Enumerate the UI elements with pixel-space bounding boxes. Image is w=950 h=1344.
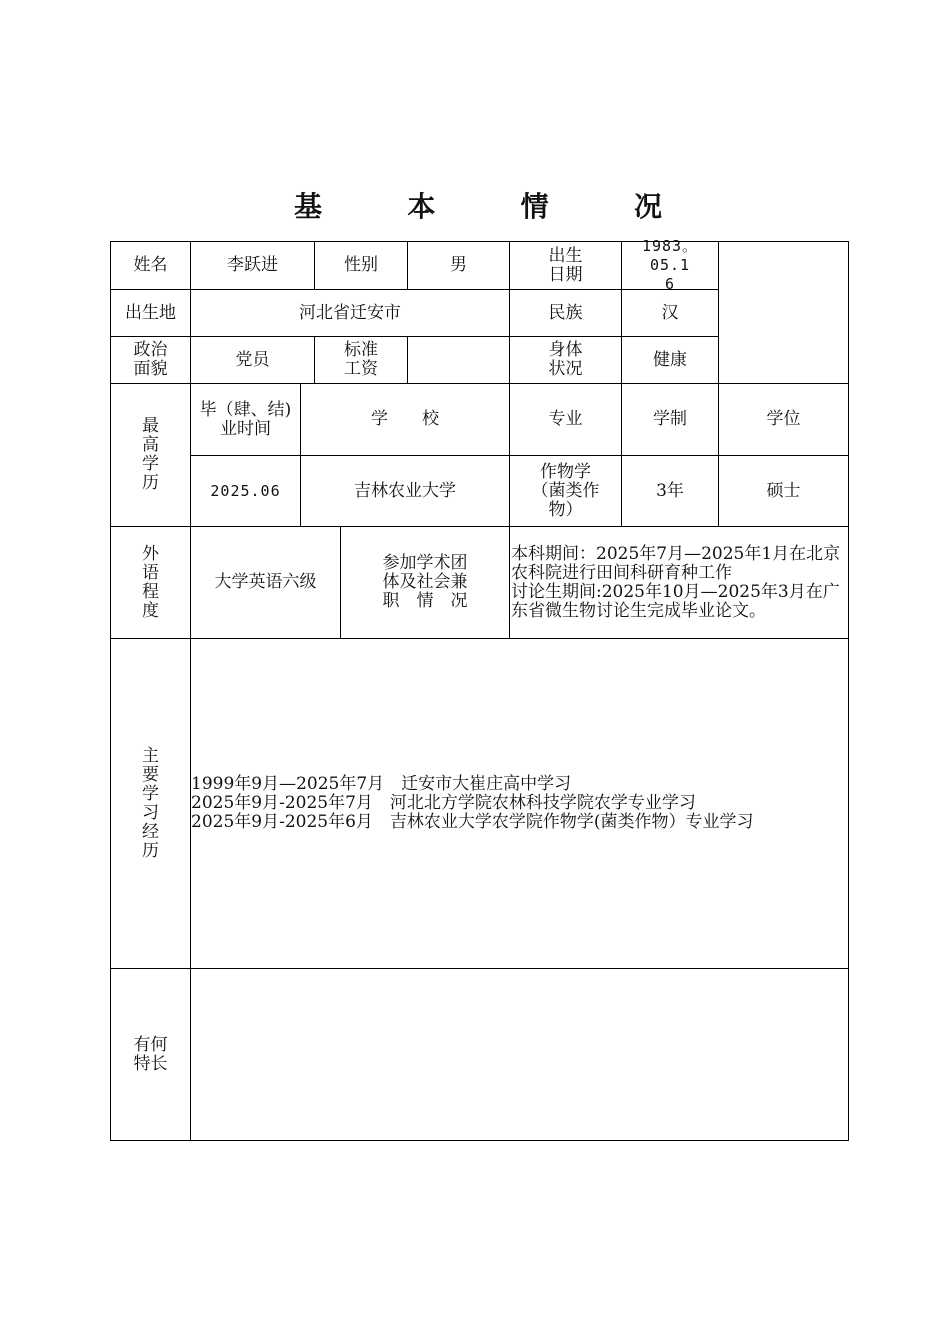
school-value: 吉林农业大学 (354, 480, 456, 501)
list-item: 2025年9月-2025年7月 河北北方学院农林科技学院农学专业学习 (191, 793, 696, 813)
rule (509, 526, 510, 638)
degree-value: 硕士 (766, 480, 801, 501)
name-label: 姓名 (133, 255, 168, 275)
school-label: 学 校 (371, 409, 439, 429)
title-char-1: 基 (294, 190, 323, 223)
foreign-lang-label: 外语程度 (142, 543, 159, 621)
specialty-value (191, 969, 848, 1140)
salary-value (408, 337, 509, 383)
photo-area (719, 242, 848, 383)
ethnicity-value: 汉 (661, 302, 679, 323)
birthplace-label: 出生地 (125, 302, 176, 323)
title-char-3: 情 (520, 190, 549, 223)
grad-time-value: 2025.06 (210, 481, 281, 500)
major-value: 作物学 （菌类作 物） (531, 461, 600, 520)
ethnicity-label: 民族 (548, 302, 583, 323)
rule (110, 1140, 849, 1141)
degree-label: 学位 (766, 409, 801, 429)
list-item: 1999年9月—2025年7月 迁安市大崔庄高中学习 (191, 774, 572, 794)
political-label: 政治 面貌 (133, 340, 168, 379)
major-label: 专业 (548, 409, 583, 429)
highest-edu-label: 最高学历 (142, 416, 159, 493)
duration-label: 学制 (653, 409, 687, 429)
salary-label: 标准 工资 (344, 340, 378, 379)
foreign-lang-value: 大学英语六级 (214, 572, 317, 592)
specialty-label: 有何 特长 (133, 1034, 168, 1074)
duration-value: 3年 (656, 480, 684, 501)
title-char-4: 况 (633, 190, 662, 223)
birth-date-value: 1983。05.1 6 (641, 237, 699, 293)
name-value: 李跃进 (227, 255, 278, 275)
grad-time-label: 毕（肆、结) 业时间 (199, 399, 292, 439)
birth-date-label: 出生 日期 (548, 245, 583, 285)
list-item: 2025年9月-2025年6月 吉林农业大学农学院作物学(菌类作物）专业学习 (191, 812, 754, 832)
title-char-2: 本 (407, 190, 436, 223)
page-title (110, 180, 850, 230)
academic-groups-label: 参加学术团 体及社会兼 职 情 况 (382, 553, 468, 611)
gender-label: 性别 (344, 255, 378, 275)
academic-groups-value: 本科期间：2025年7月—2025年1月在北京农科院进行田间科研育种工作 讨论生期间:2025年10月—2025年3月在广东省微生物讨论生完成毕业论文。 (511, 543, 841, 621)
health-value: 健康 (653, 349, 687, 370)
birthplace-value: 河北省迁安市 (299, 302, 401, 323)
gender-value: 男 (450, 255, 467, 275)
rule (848, 241, 849, 1141)
study-history-label: 主要学习经历 (142, 745, 159, 861)
health-label: 身体 状况 (548, 340, 583, 379)
study-history-value (191, 639, 848, 968)
study-history-list (191, 775, 754, 832)
political-value: 党员 (235, 349, 270, 370)
